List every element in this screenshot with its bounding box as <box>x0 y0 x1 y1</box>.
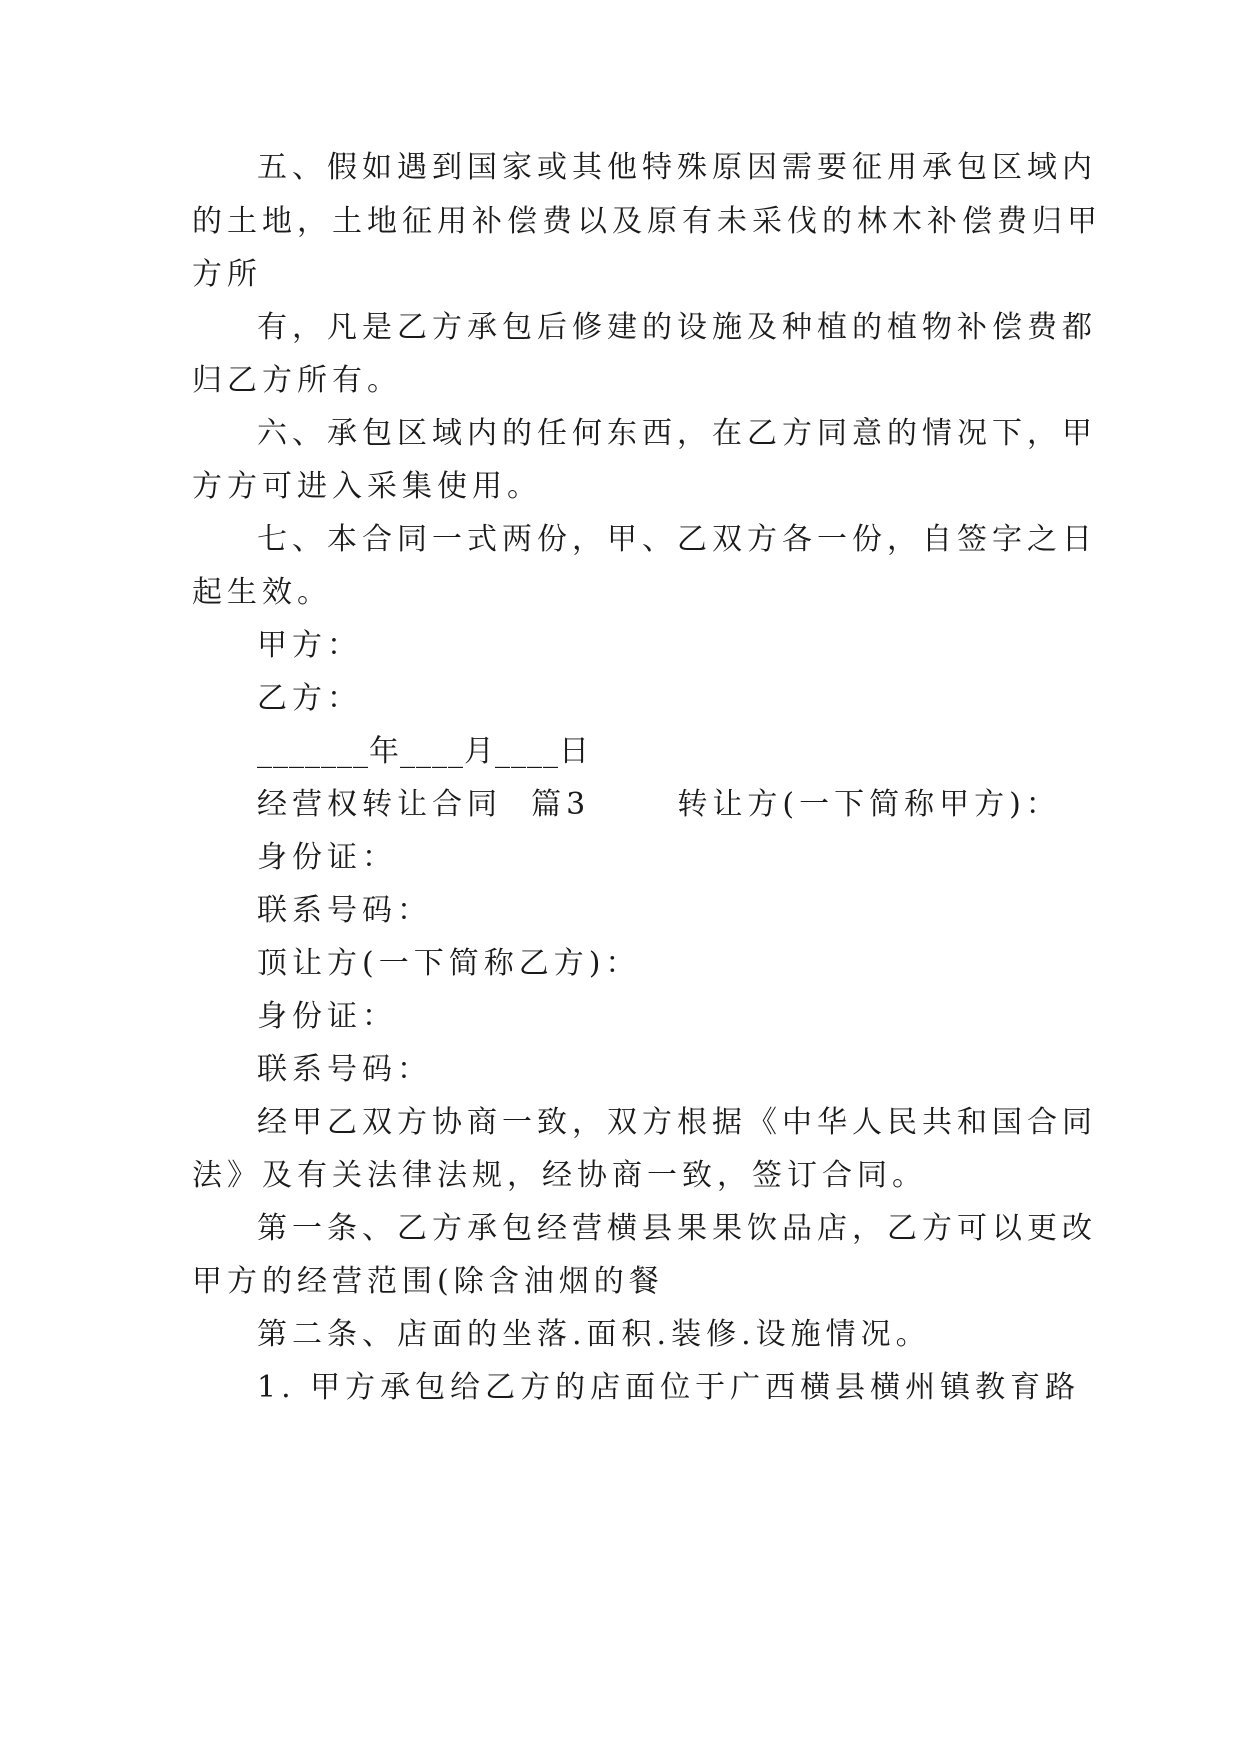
id-card-label: 身份证： <box>257 840 397 875</box>
clause-1-line: 1. 甲方承包给乙方的店面位于广西横县横州镇教育路 <box>257 1370 1081 1405</box>
section-heading: 经营权转让合同 篇3 转让方(一下简称甲方)： <box>257 787 1061 822</box>
paragraph-line: 五、假如遇到国家或其他特殊原因需要征用承包区域内 <box>257 150 1097 185</box>
paragraph-line: 归乙方所有。 <box>192 363 402 398</box>
paragraph-line: 起生效。 <box>192 575 332 610</box>
date-blank-line: _______年____月____日 <box>257 734 590 769</box>
transferee-label: 顶让方(一下简称乙方)： <box>257 946 641 981</box>
paragraph-line: 经甲乙双方协商一致，双方根据《中华人民共和国合同 <box>257 1105 1097 1140</box>
id-card-label: 身份证： <box>257 999 397 1034</box>
article-2-line: 第二条、店面的坐落.面积.装修.设施情况。 <box>257 1317 931 1352</box>
paragraph-line: 七、本合同一式两份，甲、乙双方各一份，自签字之日 <box>257 522 1097 557</box>
phone-number-label: 联系号码： <box>257 1052 432 1087</box>
party-b-signature-label: 乙方： <box>257 681 362 716</box>
party-a-signature-label: 甲方： <box>257 628 362 663</box>
paragraph-line: 有，凡是乙方承包后修建的设施及种植的植物补偿费都 <box>257 310 1097 345</box>
paragraph-line: 六、承包区域内的任何东西，在乙方同意的情况下，甲 <box>257 416 1097 451</box>
article-1-line: 第一条、乙方承包经营横县果果饮品店，乙方可以更改 <box>257 1211 1097 1246</box>
phone-number-label: 联系号码： <box>257 893 432 928</box>
paragraph-line: 方方可进入采集使用。 <box>192 469 542 504</box>
paragraph-line: 方所 <box>192 257 262 292</box>
paragraph-line: 的土地，土地征用补偿费以及原有未采伐的林木补偿费归甲 <box>192 204 1102 239</box>
paragraph-line: 甲方的经营范围(除含油烟的餐 <box>192 1264 664 1299</box>
paragraph-line: 法》及有关法律法规，经协商一致，签订合同。 <box>192 1158 927 1193</box>
